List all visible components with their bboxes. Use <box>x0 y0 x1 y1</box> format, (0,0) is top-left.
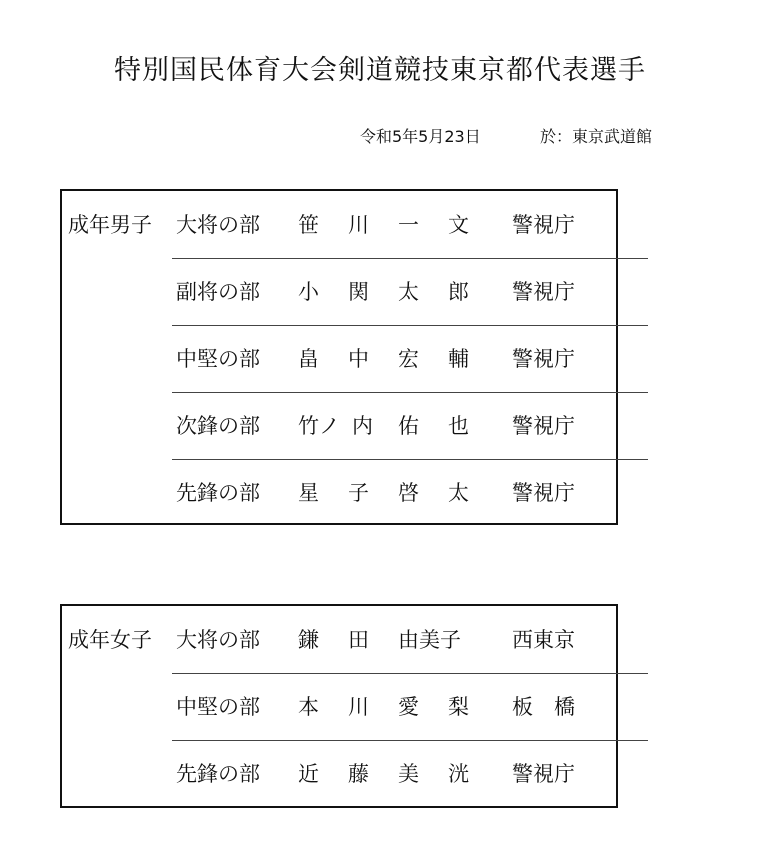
player-name-part: 竹ノ <box>298 414 340 438</box>
table-row <box>172 392 648 458</box>
player-name-part: 川 <box>348 213 369 237</box>
affiliation: 警視庁 <box>512 347 575 371</box>
player-name-part: 佑 <box>398 414 419 438</box>
section-men <box>60 189 618 525</box>
affiliation: 警視庁 <box>512 481 575 505</box>
table-row <box>172 459 648 525</box>
player-name-part: 宏 <box>398 347 419 371</box>
section-women <box>60 604 618 808</box>
division-label: 先鋒の部 <box>176 762 260 786</box>
affiliation: 警視庁 <box>512 414 575 438</box>
division-label: 中堅の部 <box>176 695 260 719</box>
table-row <box>172 258 648 324</box>
player-name-part: 川 <box>348 695 369 719</box>
player-name-part: 中 <box>348 347 369 371</box>
category-label: 成年女子 <box>68 628 152 652</box>
player-name-part: 本 <box>298 695 319 719</box>
player-name-part: 輔 <box>448 347 469 371</box>
player-name-part: 内 <box>352 414 373 438</box>
date: 令和5年5月23日 <box>360 127 481 146</box>
division-label: 先鋒の部 <box>176 481 260 505</box>
affiliation: 警視庁 <box>512 762 575 786</box>
player-name-part: 畠 <box>298 347 319 371</box>
player-name-part: 太 <box>448 481 469 505</box>
table-row <box>172 606 648 672</box>
player-name-part: 笹 <box>298 213 319 237</box>
player-name-part: 愛 <box>398 695 419 719</box>
table-row <box>172 673 648 739</box>
affiliation: 警視庁 <box>512 280 575 304</box>
document-title: 特別国民体育大会剣道競技東京都代表選手 <box>114 55 646 86</box>
player-name-part: 鎌 <box>298 628 319 652</box>
division-label: 大将の部 <box>176 628 260 652</box>
player-name-part: 関 <box>348 280 369 304</box>
table-row <box>172 740 648 806</box>
player-name-part: 太 <box>398 280 419 304</box>
division-label: 大将の部 <box>176 213 260 237</box>
player-name-part: 梨 <box>448 695 469 719</box>
table-row <box>172 191 648 257</box>
player-name-part: 一 <box>398 213 419 237</box>
player-name-part: 子 <box>348 481 369 505</box>
table-row <box>172 325 648 391</box>
meta-line <box>360 124 653 147</box>
division-label: 副将の部 <box>176 280 260 304</box>
player-name-part: 也 <box>448 414 469 438</box>
category-label: 成年男子 <box>68 213 152 237</box>
player-name-part: 星 <box>298 481 319 505</box>
division-label: 中堅の部 <box>176 347 260 371</box>
player-name-part: 田 <box>348 628 369 652</box>
player-name-part: 郎 <box>448 280 469 304</box>
player-name-part: 美 <box>398 762 419 786</box>
player-name-part: 啓 <box>398 481 419 505</box>
affiliation: 板 橋 <box>512 695 575 719</box>
division-label: 次鋒の部 <box>176 414 260 438</box>
player-name-part: 文 <box>448 213 469 237</box>
player-name-part: 小 <box>298 280 319 304</box>
player-name-part: 洸 <box>448 762 469 786</box>
venue: 於：東京武道館 <box>540 127 653 146</box>
affiliation: 西東京 <box>512 628 575 652</box>
affiliation: 警視庁 <box>512 213 575 237</box>
player-name-part: 藤 <box>348 762 369 786</box>
player-name-part: 由美子 <box>398 628 461 652</box>
player-name-part: 近 <box>298 762 319 786</box>
